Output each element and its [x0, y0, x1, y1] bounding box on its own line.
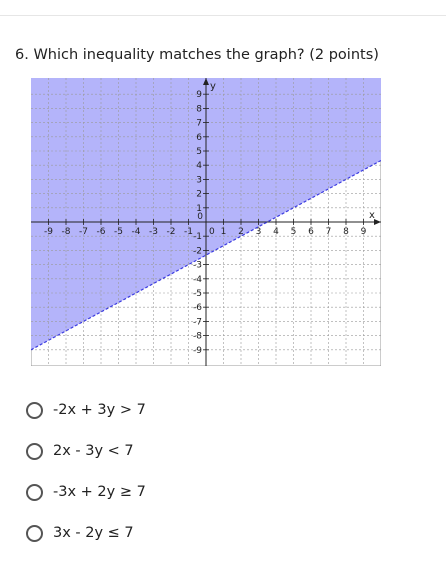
answer-option-2[interactable] — [26, 439, 146, 463]
y-tick-label: 9 — [196, 90, 202, 101]
x-tick-label: 4 — [273, 227, 279, 237]
answer-options — [26, 398, 146, 562]
x-tick-label: 5 — [290, 227, 297, 237]
x-tick-label: 3 — [255, 227, 262, 237]
option-label-2: 2x - 3y < 7 — [53, 443, 134, 459]
x-tick-label: 9 — [360, 227, 367, 237]
y-tick-label: -5 — [193, 289, 202, 299]
question-prompt — [15, 45, 379, 65]
option-label-3: -3x + 2y ≥ 7 — [53, 484, 146, 500]
x-tick-label: -7 — [79, 227, 88, 237]
x-tick-label: 1 — [220, 227, 227, 237]
radio-button-1[interactable] — [26, 402, 43, 419]
x-tick-label: 7 — [325, 227, 332, 237]
inequality-graph — [31, 78, 381, 366]
option-label-1: -2x + 3y > 7 — [53, 402, 146, 418]
y-tick-label: 7 — [196, 118, 202, 129]
radio-button-4[interactable] — [26, 525, 43, 542]
x-tick-label: 0 — [209, 227, 215, 237]
y-tick-label: -6 — [193, 303, 202, 314]
y-tick-label: -1 — [193, 232, 202, 243]
answer-option-4[interactable] — [26, 521, 146, 545]
x-axis-label: x — [369, 210, 375, 221]
x-tick-label: -6 — [96, 227, 106, 237]
radio-button-2[interactable] — [26, 443, 43, 460]
x-tick-label: 8 — [343, 227, 349, 237]
x-tick-label: -1 — [184, 227, 193, 237]
y-tick-label: 1 — [196, 203, 202, 214]
question-number: 6. — [15, 47, 29, 63]
y-tick-label: -2 — [193, 246, 202, 257]
x-tick-label: -2 — [166, 227, 176, 237]
y-tick-label: -3 — [193, 260, 202, 271]
y-tick-label: 2 — [196, 189, 202, 200]
x-tick-label: 2 — [238, 227, 244, 237]
x-tick-label: -5 — [114, 227, 123, 237]
y-tick-label: 4 — [196, 161, 202, 172]
y-tick-label: 8 — [196, 104, 202, 115]
y-tick-label: -9 — [193, 345, 202, 356]
x-tick-label: -8 — [61, 227, 71, 237]
top-divider — [0, 15, 446, 16]
x-tick-label: -9 — [44, 227, 53, 237]
y-tick-label: -8 — [193, 331, 202, 342]
answer-option-3[interactable] — [26, 480, 146, 504]
question-text: Which inequality matches the graph? (2 points) — [33, 47, 379, 63]
y-tick-label: 5 — [196, 147, 202, 157]
y-tick-label: -7 — [193, 317, 202, 328]
option-label-4: 3x - 2y ≤ 7 — [53, 525, 134, 541]
x-tick-label: 6 — [308, 227, 314, 237]
answer-option-1[interactable] — [26, 398, 146, 422]
y-tick-label: 6 — [196, 132, 202, 143]
y-tick-label: 0 — [197, 212, 203, 222]
y-tick-label: -4 — [193, 274, 202, 285]
x-tick-label: -3 — [149, 227, 158, 237]
x-tick-label: -4 — [131, 227, 141, 237]
y-axis-label: y — [210, 81, 216, 92]
y-tick-label: 3 — [196, 175, 202, 186]
radio-button-3[interactable] — [26, 484, 43, 501]
